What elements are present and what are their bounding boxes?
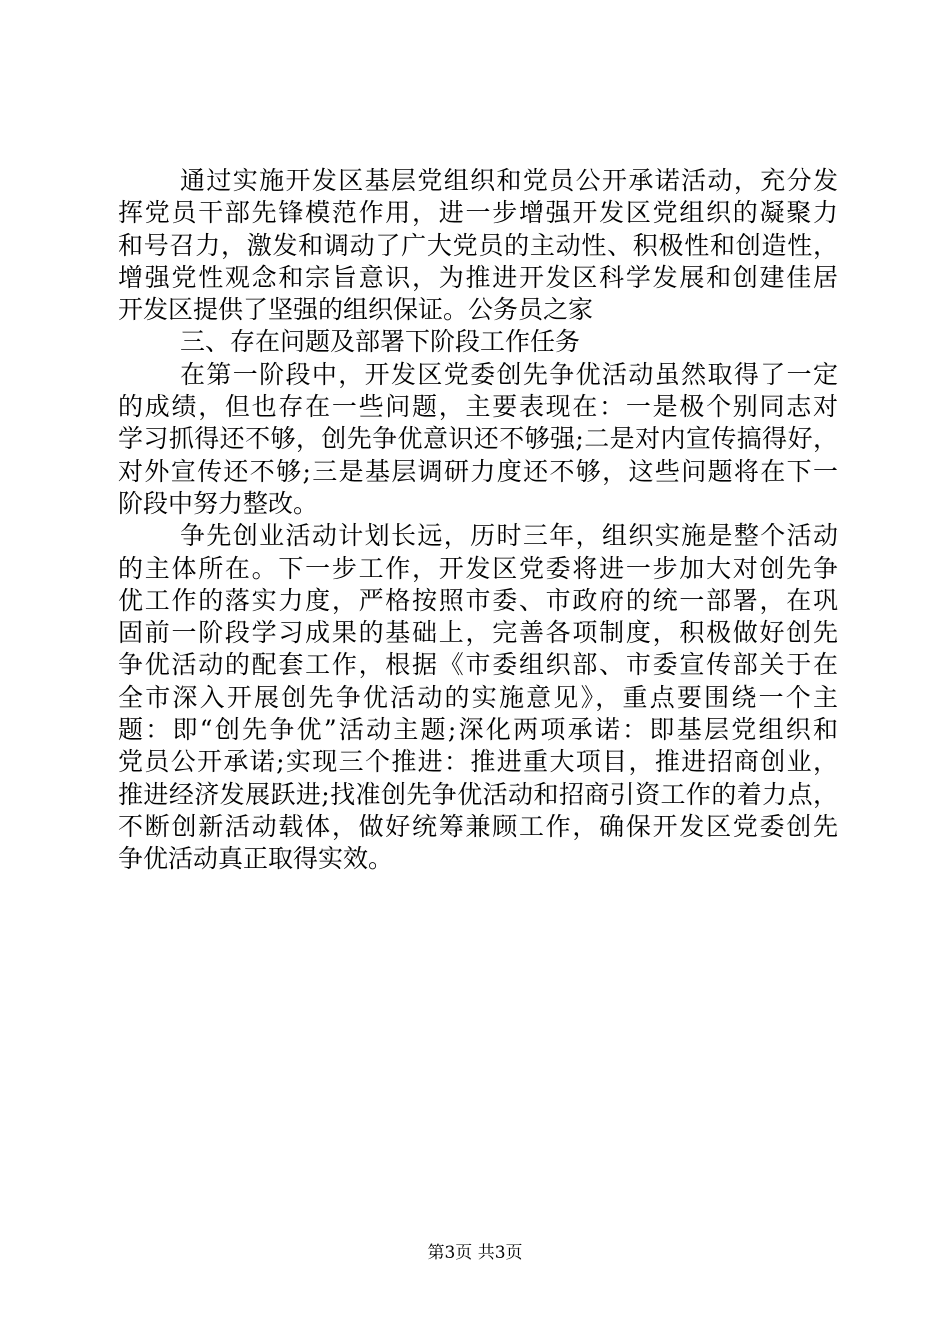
paragraph-line: 争优活动真正取得实效。 [118,844,394,874]
paragraph-line: 党员公开承诺;实现三个推进：推进重大项目，推进招商创业， [118,747,838,777]
paragraph-line: 和号召力，激发和调动了广大党员的主动性、积极性和创造性， [118,230,838,260]
paragraph-line: 全市深入开展创先争优活动的实施意见》，重点要围绕一个主 [118,682,838,712]
paragraph-line: 阶段中努力整改。 [118,488,319,518]
paragraph-line: 不断创新活动载体，做好统筹兼顾工作，确保开发区党委创先 [118,811,838,841]
section-heading: 三、存在问题及部署下阶段工作任务 [180,327,581,357]
paragraph-line: 通过实施开发区基层党组织和党员公开承诺活动，充分发 [180,166,838,195]
paragraph-line: 争先创业活动计划长远，历时三年，组织实施是整个活动 [180,521,838,551]
paragraph-line: 优工作的落实力度，严格按照市委、市政府的统一部署，在巩 [118,585,838,615]
paragraph-line: 的成绩，但也存在一些问题，主要表现在：一是极个别同志对 [118,392,838,422]
page-number-footer: 第3页 共3页 [427,1243,523,1263]
paragraph-line: 固前一阶段学习成果的基础上，完善各项制度，积极做好创先 [118,618,838,648]
paragraph-line: 开发区提供了坚强的组织保证。公务员之家 [118,295,594,325]
paragraph-line: 在第一阶段中，开发区党委创先争优活动虽然取得了一定 [180,359,838,389]
paragraph-line: 题：即“创先争优”活动主题;深化两项承诺：即基层党组织和 [118,715,838,745]
paragraph-line: 增强党性观念和宗旨意识，为推进开发区科学发展和创建佳居 [118,262,838,292]
document-body [118,165,838,876]
paragraph-line: 学习抓得还不够，创先争优意识还不够强;二是对内宣传搞得好， [118,424,838,454]
paragraph-line: 挥党员干部先锋模范作用，进一步增强开发区党组织的凝聚力 [118,198,838,228]
paragraph-line: 推进经济发展跃进;找准创先争优活动和招商引资工作的着力点， [118,779,838,809]
paragraph-line: 对外宣传还不够;三是基层调研力度还不够，这些问题将在下一 [118,456,838,486]
paragraph-line: 争优活动的配套工作，根据《市委组织部、市委宣传部关于在 [118,650,838,680]
paragraph-line: 的主体所在。下一步工作，开发区党委将进一步加大对创先争 [118,553,838,583]
